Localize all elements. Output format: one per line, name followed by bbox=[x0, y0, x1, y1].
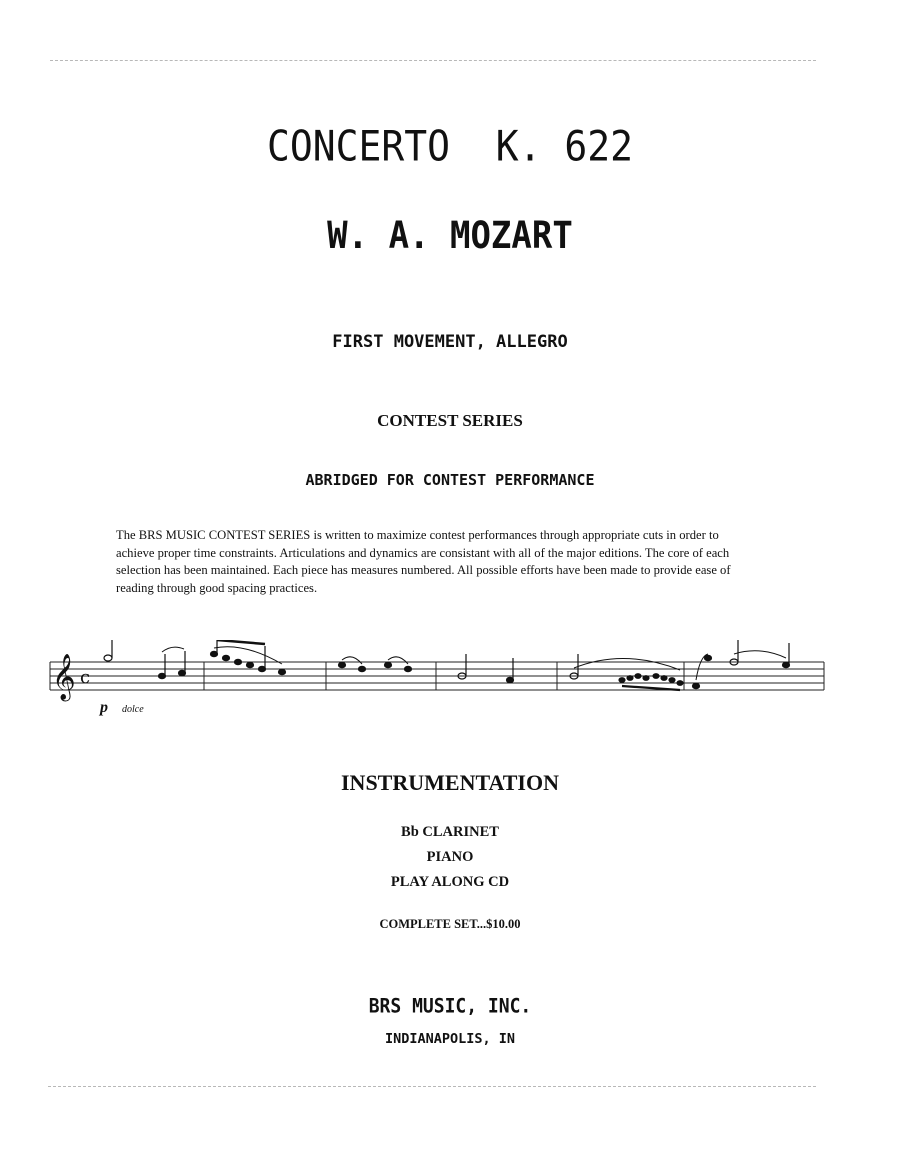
music-staff-excerpt bbox=[44, 640, 834, 730]
instrumentation-list bbox=[0, 820, 900, 895]
movement-title: FIRST MOVEMENT, ALLEGRO bbox=[332, 332, 568, 352]
dynamic-marking: p bbox=[100, 699, 108, 716]
page-title: CONCERTO K. 622 bbox=[266, 121, 634, 171]
series-label: CONTEST SERIES bbox=[377, 411, 523, 430]
svg-text:c: c bbox=[80, 667, 91, 688]
list-item: PIANO bbox=[426, 849, 474, 865]
bottom-divider bbox=[48, 1086, 816, 1087]
abridged-note: ABRIDGED FOR CONTEST PERFORMANCE bbox=[305, 471, 595, 489]
price-label: COMPLETE SET...$10.00 bbox=[379, 917, 521, 931]
list-item: Bb CLARINET bbox=[401, 824, 499, 840]
publisher-name: BRS MUSIC, INC. bbox=[368, 994, 532, 1019]
instrumentation-heading: INSTRUMENTATION bbox=[341, 770, 559, 795]
expression-marking: dolce bbox=[122, 704, 144, 715]
description-paragraph: The BRS MUSIC CONTEST SERIES is written to maximize contest performances through appropriate cuts in order to achieve proper time constraints. Articulations and dynamics are consistant with all of the major editions. The core of each selection has been maintained. Each piece has measures numbered. All possible efforts have been made to provide ease of reading through good spacing practices. bbox=[116, 528, 731, 595]
svg-text:𝄞: 𝄞 bbox=[52, 654, 76, 700]
publisher-city: INDIANAPOLIS, IN bbox=[384, 1031, 516, 1047]
top-divider bbox=[50, 60, 816, 61]
composer-name: W. A. MOZART bbox=[327, 214, 573, 258]
list-item: PLAY ALONG CD bbox=[390, 874, 510, 890]
